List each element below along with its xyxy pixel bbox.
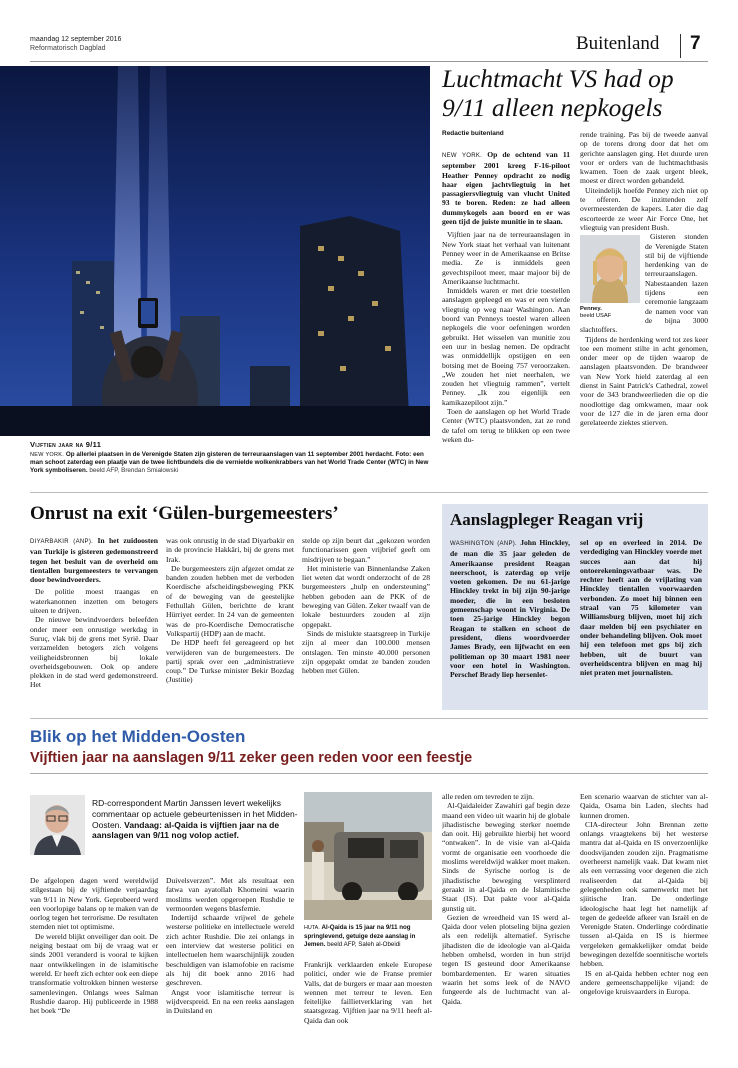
photo-caption-title: Vijftien jaar na 9/11	[30, 440, 102, 449]
blik-p1: De afgelopen dagen werd wereldwijd stilgestaan bij de vijftiende verjaardag van 9/11 in New York. Geprobeerd werd een voorlopige balans op te maken van de oorlog tegen het terrorisme. De resultaten stemden niet tot optimisme.	[30, 876, 158, 932]
blik-p3: Duivelsverzen”. Met als resultaat een fatwa van ayatollah Khomeini waarin moslims werden opgeroepen Rushdie te vermoorden wegens blasfemie.	[166, 876, 294, 913]
blik-col5	[580, 792, 708, 1056]
blik-rule	[30, 773, 708, 774]
reagan-col1	[450, 538, 570, 706]
blik-intro-bold: Vandaag: al-Qaida is vijftien jaar na de aanslagen van 9/11 nog volop actief.	[92, 819, 280, 841]
blik-intro	[92, 798, 298, 841]
top-story-p5: Uiteindelijk hoefde Penney zich niet op te offeren. De inzittenden zelf overmeesterden de kapers. Later die dag escorteerde ze weer Air Force One, het vliegtuig van president Bush.	[580, 185, 708, 232]
gulen-p7: Het ministerie van Binnenlandse Zaken liet weten dat wordt onderzocht of de 28 burgemeesters „hulp en ondersteuning” hebben geboden aan de PKK of de beweging van Gülen. Zeker twaalf van de lokale bestuurders zouden al zijn opgepakt.	[302, 563, 430, 629]
section-divider	[680, 34, 681, 58]
photo-caption-credit: beeld AFP, Brendan Smialowski	[89, 467, 179, 475]
gulen-headline: Onrust na exit ‘Gülen-burgemeesters’	[30, 503, 339, 524]
janssen-portrait	[30, 795, 85, 855]
masthead-rule	[30, 61, 708, 62]
janssen-photo	[30, 795, 85, 855]
blik-p7: alle reden om tevreden te zijn.	[442, 792, 534, 801]
gulen-p4: De burgemeesters zijn afgezet omdat ze banden zouden hebben met de verboden Koerdische afscheidingsbeweging PKK of de beweging van de geestelijke Fethullah Gülen, berichtte de krant Hürriyet eerder. In 24 van de gemeenten was de pro-Koerdische Democratische Volkspartij (HDP) aan de macht.	[166, 563, 294, 638]
gulen-lead: In het zuidoosten van Turkije is gisteren gedemonstreerd tegen het besluit van de overheid om tientallen burgemeesters te vervangen door bewindvoerders.	[30, 536, 158, 585]
blik-p9: Gezien de wreedheid van IS werd al-Qaida door velen plotseling bijna gezien als een redelijk alternatief. Syrische jihadisten die de ideologie van al-Qaida hebben omhelsd, worden in hun strijd tegen IS gesteund door Amerikaanse bombardementen. Er waren situaties waarin het soms leek of de NAVO fungeerde als de luchtmacht van al-Qaida.	[442, 912, 570, 1006]
photo-caption-text	[30, 451, 430, 476]
masthead-date: maandag 12 september 2016	[30, 36, 122, 43]
wtc-photo	[0, 66, 430, 436]
photo-caption-body: Op allerlei plaatsen in de Verenigde Staten zijn gisteren de terreuraanslagen van 11 september 2001 herdacht. Foto: een man schoot zaterdag een plaatje van de twee lichtbundels die de vernielde wolkenkrabbers van het World Trade Center (WTC) in New York symboliseren.	[30, 451, 429, 475]
top-story-col2	[580, 130, 708, 480]
top-story-p2: Inmiddels waren er met drie toestellen aanslagen gepleegd en was er een vierde vliegtuig op weg naar Washington. Aan boord van Penneys toestel waren alleen nepkogels die voor oefeningen worden gebruikt. Het wisselen van munitie zou een uur in beslag nemen. De opdracht was onmiddellijk opstijgen en een botsing met de Boeing 757 veroorzaken. „We zouden het niet neerhalen, we zouden het vliegtuig rammen”, vertelt Penney. „Ik zou eigenlijk een kamikazepiloot zijn.”	[442, 286, 570, 407]
section-rule-1	[30, 492, 708, 493]
gulen-col2	[166, 536, 294, 716]
gulen-col3	[302, 536, 430, 716]
penney-credit: beeld USAF	[580, 312, 612, 319]
penney-name: Penney.	[580, 305, 602, 312]
blik-p12: IS en al-Qaida hebben echter nog een andere gemeenschappelijke vijand: de ongelovige kruisvaarders in Europa.	[580, 968, 708, 997]
gulen-p8: Sinds de mislukte staatsgreep in Turkije zijn al meer dan 100.000 mensen ontslagen. Ten minste 40.000 personen zijn opgepakt omdat ze banden zouden hebben met Gülen.	[302, 628, 430, 676]
gulen-p5: De HDP heeft fel gereageerd op het verwijderen van de burgemeesters. De partij sprak over een „administratieve coup.” De Turkse minister Bekir Bozdag (Justitie)	[166, 638, 294, 685]
gulen-col1	[30, 536, 158, 716]
top-story-dateline: NEW YORK.	[442, 153, 483, 159]
reagan-headline: Aanslagpleger Reagan vrij	[450, 510, 644, 529]
wtc-photo-graphic	[0, 66, 430, 436]
blik-headline: Vijftien jaar na aanslagen 9/11 zeker geen reden voor een feestje	[30, 750, 473, 766]
top-story-p3: Toen de aanslagen op het World Trade Center (WTC) plaatsvonden, zat ze rond de tafel om terug te blikken op een twee weken du-	[442, 407, 570, 444]
top-story-col1	[442, 150, 570, 480]
top-story-byline: Redactie buitenland	[442, 130, 504, 137]
blik-p8: Al-Qaidaleider Zawahiri gaf begin deze maand een video uit waarin hij de globale jihadistische beweging sterker noemde dan ooit. Hij gebruikte hierbij het woord “ontwaken”. In de visie van al-Qaida vormt de organisatie een voorhoede die moslims wereldwijd wakker moet maken. Sinds de Syrische oorlog is de jihadistische beweging versplinterd geraakt in al-Qaida en de Islamitische Staat (IS). Dat pakte voor al-Qaida gunstig uit.	[442, 801, 570, 913]
gulen-dateline: DIYARBAKIR (ANP).	[30, 539, 94, 545]
penney-portrait	[580, 235, 640, 317]
top-story-p6: Gisteren stonden de Verenigde Staten stil bij de vijftiende herdenking van de terreuraanslagen. Nabestaanden lazen tijdens een ceremonie langzaam de namen voor van de bijna 3000 slachtoffers.	[580, 232, 708, 335]
section-rule-2	[30, 718, 708, 719]
reagan-dateline: WASHINGTON (ANP).	[450, 541, 518, 547]
reagan-text-1: John Hinckley, de man die 35 jaar geleden de Amerikaanse president Reagan neerschoot, is zaterdag op vrije voeten gekomen. De nu 61-jarige Hinckley trekt in bij zijn 90-jarige moeder, die in een besloten gemeenschap woont in Virginia. De toen 25-jarige Hinckley begon Reagan te stalken en schoot de president, diens woordvoerder James Brady, een lijfwacht en een politieman op 30 maart 1981 neer voor een hotel in Washington. Perschef Brady liep hersenlet-	[450, 538, 570, 680]
gulen-p6: stelde op zijn beurt dat „gekozen worden functionarissen geen vrijbrief geeft om misdrijven te begaan.”	[302, 536, 430, 564]
gulen-p2: De nieuwe bewindvoerders beleefden onder meer een onrustige werkdag in Suruç, vlak bij de grens met Syrië. Daar verzamelden betogers zich volgens veiligheidsbronnen bij lokale overheidsgebouwen. Ook op andere plekken in de stad werd gedemonstreerd. Het	[30, 615, 158, 690]
reagan-text-2: sel op en overleed in 2014. De verdediging van Hinckley voerde met succes aan dat hij ontoerekeningsvatbaar was. De rechter heeft aan de vrijlating van Hinckley tientallen voorwaarden verbonden. Zo moet hij binnen een straal van 75 kilometer van Williamsburg blijven, moet hij zich daar melden bij een psychiater en onder behandeling blijven. Ook moet hij een telefoon met gps bij zich hebben, uit de buurt van overheidscentra blijven en mag hij niet praten met journalisten.	[580, 538, 702, 678]
photo-caption-dateline: NEW YORK.	[30, 452, 65, 458]
penney-photo	[580, 235, 640, 303]
reagan-col2	[580, 538, 702, 706]
yemen-photo-graphic	[304, 792, 432, 920]
top-story-headline: Luchtmacht VS had op 9/11 alleen nepkogels	[442, 64, 674, 122]
blik-p4: Indertijd schaarde vrijwel de gehele westerse politieke en intellectuele wereld zich achter Rushdie. Die zei onlangs in een interview dat westerse politici en intellectuelen hem waarschijnlijk zouden beschuldigen van islamofobie en racisme als hij dit boek anno 2016 had geschreven.	[166, 913, 294, 988]
top-story-p4: rende training. Pas bij de tweede aanval op de torens drong door dat het om gerichte aanslagen ging. Het duurde uren voor er orders van de luchtmachtbasis kwamen. Toen de zaak urgent bleek, moest er direct worden gehandeld.	[580, 130, 708, 186]
yemen-caption	[304, 924, 434, 948]
blik-p10: Een scenario waarvan de stichter van al-Qaida, Osama bin Laden, slechts had kunnen dromen.	[580, 792, 708, 820]
photo-caption-block	[30, 440, 430, 476]
top-story-p1: Vijftien jaar na de terreuraanslagen in New York staat het verhaal van luitenant Penney weer in de Amerikaanse en Britse media. Ze is inmiddels geen gevechtspiloot meer, maar majoor bij de Amerikaanse luchtmacht.	[442, 230, 570, 286]
page-number: 7	[690, 33, 701, 54]
blik-col4	[442, 792, 570, 1056]
yemen-caption-place: HUTA.	[304, 925, 320, 931]
blik-col2	[166, 876, 294, 1056]
blik-intro-plain: RD-correspondent Martin Janssen levert wekelijks commentaar op actuele gebeurtenissen in het Midden-Oosten.	[92, 798, 298, 830]
top-story-p7: Tijdens de herdenking werd tot zes keer toe een moment stilte in acht genomen, onder meer op de tijden waarop de aanslagen plaatsvonden. De brandweer van New York hield zaterdag al een dienst in Saint Patrick's Cathedral, zowel voor de 343 brandweerlieden die op die noodlottige dag omkwamen, maar ook voor de 127 die in de jaren erna door gerelateerde ziektes stierven.	[580, 334, 708, 428]
yemen-caption-text: Al-Qaida is 15 jaar na 9/11 nog springlevend, getuige deze aanslag in Jemen.	[304, 924, 416, 948]
blik-col3	[304, 960, 432, 1056]
blik-rubric: Blik op het Midden-Oosten	[30, 727, 246, 746]
top-story-lead: Op de ochtend van 11 september 2001 kreeg F-16-piloot Heather Penney opdracht zo nodig haar eigen jachtvliegtuig in het passagiersvliegtuig van vlucht United 93 te boren. Reden: ze had alleen dummykogels aan boord en er was geen tijd de juiste munitie in te slaan.	[442, 150, 570, 227]
blik-p6: Frankrijk verklaarden enkele Europese politici, onder wie de Franse premier Valls, dat de burgers er maar aan moesten wennen met terreur te leven. Een feitelijke faillietverklaring van het staatsgezag. Vijftien jaar na 9/11 heeft al-Qaida dan ook	[304, 960, 432, 1025]
masthead-paper: Reformatorisch Dagblad	[30, 45, 106, 52]
gulen-p1: De politie moest traangas en waterkanonnen inzetten om betogers uiteen te drijven.	[30, 587, 158, 616]
blik-p11: CIA-directeur John Brennan zette onlangs vraagtekens bij het westerse mantra dat al-Qaida en IS onverzoenlijke doodsvijanden zouden zijn. Pragmatisme overheerst namelijk vaak. Dat kwam niet als een verrassing voor degenen die zich realiseerden dat al-Qaida bij gelegenheden ook samenwerkt met het sjiitische Iran. De onderlinge ideologische haat legt het namelijk af tegen de gedeelde afkeer van Israël en de Verenigde Staten. Onderlinge coördinatie tussen al-Qaida en IS is hiermee vergeleken gemakkelijker omdat beide bewegingen dezelfde soennitische wortels hebben.	[580, 819, 708, 969]
gulen-p3: was ook onrustig in de stad Diyarbakir en in de provincie Hakkâri, bij de grens met Irak.	[166, 536, 294, 564]
blik-p5: Angst voor islamitische terreur is wijdverspreid. En na een reeks aanslagen in Duitsland en	[166, 987, 294, 1016]
blik-col1	[30, 876, 158, 1056]
section-title: Buitenland	[576, 33, 660, 54]
yemen-photo	[304, 792, 432, 920]
blik-p2: De wereld blijkt onveiliger dan ooit. De neiging bestaat om bij de vraag wat er sinds 2001 veranderd is vooral te kijken naar ontwikkelingen in de islamitische wereld. Er heeft zich echter ook een diepe transformatie voltrokken binnen westerse samenlevingen. Onlangs wees Salman Rushdie daarop. Hij publiceerde in 1988 het boek “De	[30, 931, 158, 1016]
yemen-caption-credit: beeld AFP, Saleh al-Obeidi	[327, 940, 401, 948]
